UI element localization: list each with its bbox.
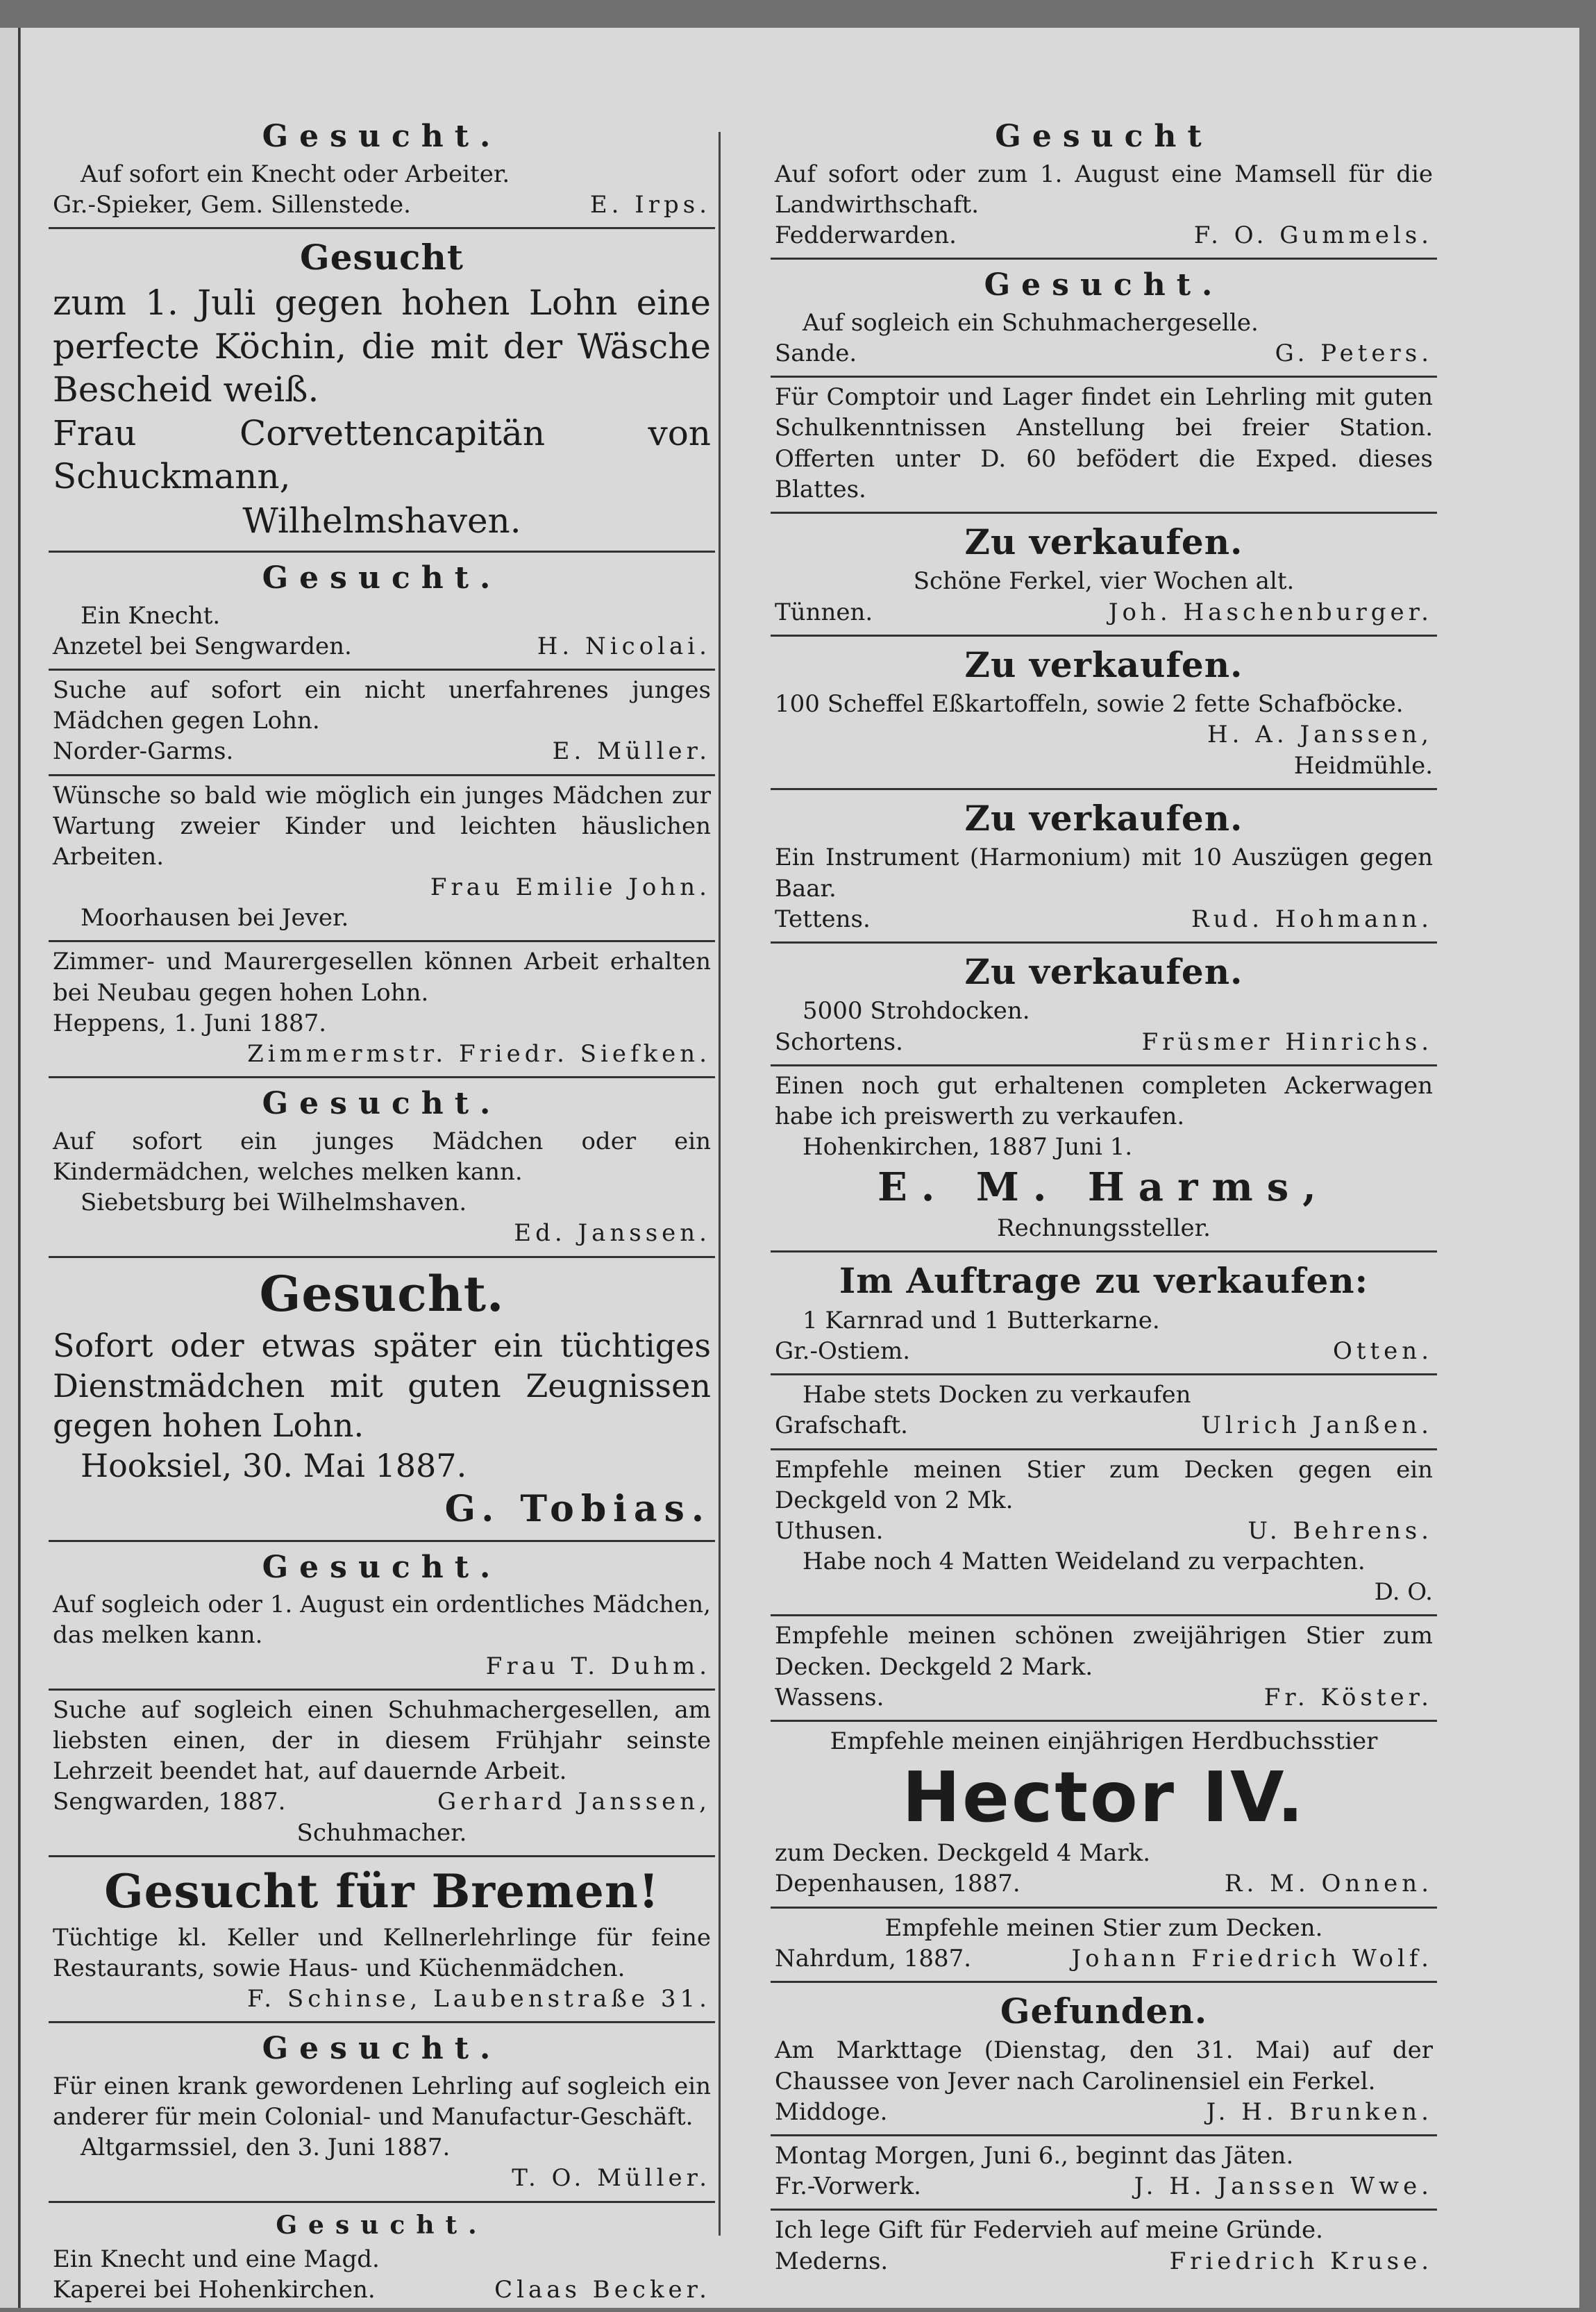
ad-text: Empfehle meinen einjährigen Herdbuchsstier — [830, 1727, 1378, 1756]
ad-verkaufen-kartoffeln — [771, 637, 1437, 790]
ad-lehrling-comptoir — [771, 378, 1437, 514]
ad-signature: U. Behrens. — [1248, 1516, 1433, 1545]
ad-signature: Frau Corvettencapitän von Schuckmann, — [53, 412, 711, 497]
ad-text: Am Markttage (Dienstag, den 31. Mai) auf der Chaussee von Jever nach Carolinensiel ein Ferkel. — [775, 2036, 1433, 2095]
ad-footer — [775, 220, 1433, 251]
ad-location: Sande. — [775, 339, 857, 367]
ad-text: Ein Knecht und eine Magd. — [53, 2245, 380, 2273]
ad-location: Fr.-Vorwerk. — [775, 2172, 921, 2201]
ad-verkaufen-ferkel — [771, 514, 1437, 637]
ad-location: Nahrdum, 1887. — [775, 1944, 972, 1972]
ad-text: Auf sogleich ein Schuhmachergeselle. — [803, 308, 1259, 337]
left-column — [49, 111, 715, 2312]
ad-signature: Friedrich Kruse. — [1169, 2247, 1433, 2275]
ad-text: Einen noch gut erhaltenen completen Ackerwagen habe ich preiswerth zu verkaufen. — [775, 1071, 1433, 1130]
ad-gesucht-gummels — [771, 111, 1437, 260]
ad-text: Suche auf sofort ein nicht unerfahrenes junges Mädchen gegen Lohn. — [53, 676, 711, 735]
ad-gesucht-tobias — [49, 1258, 715, 1542]
ad-footer — [775, 1682, 1433, 1713]
ad-location: Wassens. — [775, 1683, 884, 1711]
ad-footer — [775, 2097, 1433, 2127]
ad-date: Sengwarden, 1887. — [53, 1788, 286, 1816]
ad-text: Auf sofort ein Knecht oder Arbeiter. — [81, 160, 510, 188]
ad-location: Siebetsburg bei Wilhelmshaven. — [81, 1189, 467, 1217]
ad-footer — [775, 597, 1433, 628]
ad-signature: F. O. Gummels. — [1193, 221, 1433, 249]
ad-gesucht-bremen — [49, 1857, 715, 2023]
ad-footer — [775, 904, 1433, 935]
ad-heading: Gesucht. — [262, 119, 502, 154]
ad-text: Habe stets Docken zu verkaufen — [803, 1381, 1191, 1409]
right-column — [771, 111, 1437, 2284]
ad-text: Wünsche so bald wie möglich ein junges Mädchen zur Wartung zweier Kinder und leichten häuslichen Arbeiten. — [53, 781, 711, 871]
ad-signature: J. H. Brunken. — [1206, 2097, 1433, 2126]
column-divider — [719, 132, 721, 2236]
ad-text: Auf sogleich oder 1. August ein ordentliches Mädchen, das melken kann. — [53, 1591, 711, 1650]
ad-signature: Ulrich Janßen. — [1201, 1412, 1433, 1440]
ad-signature-secondary: D. O. — [1374, 1578, 1433, 1607]
ad-signature: R. M. Onnen. — [1224, 1870, 1433, 1898]
ad-signature: J. H. Janssen Wwe. — [1134, 2172, 1433, 2201]
ad-location: Grafschaft. — [775, 1412, 908, 1440]
ad-text: Empfehle meinen Stier zum Decken. — [884, 1913, 1323, 1942]
ad-text: Suche auf sogleich einen Schuhmachergesellen, am liebsten einen, der in diesem Frühjahr seinste Lehrzeit beendet hat, auf dauernde Arbeit. — [53, 1695, 711, 1786]
ad-text: Für einen krank gewordenen Lehrling auf sogleich ein anderer für mein Colonial- und Manufactur-Geschäft. — [53, 2072, 711, 2131]
ad-text: Montag Morgen, Juni 6., beginnt das Jäten. — [775, 2142, 1294, 2170]
ad-date: Heppens, 1. Juni 1887. — [53, 1009, 327, 1037]
ad-gesucht-to-mueller — [49, 2023, 715, 2202]
ad-footer — [775, 1027, 1433, 1057]
ad-signature: Gerhard Janssen, — [437, 1788, 711, 1816]
ad-footer — [775, 1943, 1433, 1974]
ad-signature: Frau T. Duhm. — [485, 1652, 711, 1680]
ad-text: Ich lege Gift für Federvieh auf meine Gründe. — [775, 2216, 1323, 2245]
ad-heading: Gesucht. — [262, 1549, 502, 1585]
ad-heading: Gesucht — [995, 119, 1213, 154]
ad-heading: Gesucht. — [259, 1264, 505, 1323]
ad-footer — [775, 2171, 1433, 2202]
ad-date: Hohenkirchen, 1887 Juni 1. — [803, 1133, 1133, 1162]
ad-text: Auf sofort oder zum 1. August eine Mamsell für die Landwirthschaft. — [775, 160, 1433, 219]
ad-gesucht-becker — [49, 2203, 715, 2312]
ad-signature: F. Schinse, Laubenstraße 31. — [247, 1984, 711, 2013]
ad-signature: Früsmer Hinrichs. — [1141, 1028, 1433, 1056]
ad-signature: G. Tobias. — [444, 1488, 711, 1531]
ad-location: Mederns. — [775, 2247, 889, 2275]
ad-wuensche-john — [49, 776, 715, 943]
ad-signature: Ed. Janssen. — [514, 1219, 711, 1248]
ad-verkaufen-strohdocken — [771, 944, 1437, 1066]
ad-footer — [53, 2275, 711, 2305]
ad-occupation: Rechnungssteller. — [997, 1214, 1211, 1243]
ad-heading: Gesucht. — [276, 2210, 488, 2240]
ad-location: Depenhausen, 1887. — [775, 1870, 1020, 1898]
ad-text: 5000 Strohdocken. — [803, 997, 1030, 1025]
ad-heading: Zu verkaufen. — [964, 797, 1243, 839]
ad-location: Heidmühle. — [1293, 751, 1433, 780]
ad-auftrage-otten — [771, 1253, 1437, 1375]
ad-heading: Gesucht. — [984, 267, 1224, 303]
ad-heading: Zu verkaufen. — [964, 950, 1243, 992]
ad-gesucht-irps — [49, 111, 715, 229]
ad-signature: Zimmermstr. Friedr. Siefken. — [247, 1040, 711, 1068]
ad-heading: Gesucht für Bremen! — [104, 1863, 660, 1918]
ad-heading: Gesucht. — [262, 560, 502, 596]
ad-text: Schöne Ferkel, vier Wochen alt. — [913, 567, 1295, 596]
ad-signature: E. M. Harms, — [877, 1164, 1330, 1211]
ad-signature: Claas Becker. — [494, 2276, 711, 2304]
ad-text: Auf sofort ein junges Mädchen oder ein Kindermädchen, welches melken kann. — [53, 1127, 711, 1186]
ad-heading: Hector IV. — [902, 1757, 1306, 1838]
ad-occupation: Schuhmacher. — [296, 1818, 467, 1847]
ad-text-secondary: Habe noch 4 Matten Weideland zu verpachten. — [803, 1548, 1366, 1576]
ad-stier-behrens — [771, 1450, 1437, 1617]
ad-footer — [775, 1410, 1433, 1441]
ad-footer — [775, 1868, 1433, 1899]
ad-text: Für Comptoir und Lager findet ein Lehrling mit guten Schulkenntnissen Anstellung bei freier Station. Offerten unter D. 60 befödert die Exped. dieses Blattes. — [775, 383, 1433, 503]
ad-footer — [53, 736, 711, 767]
ad-signature: H. A. Janssen, — [1207, 721, 1433, 749]
ad-footer — [775, 1516, 1433, 1546]
ad-gesucht-duhm — [49, 1542, 715, 1691]
ad-gefunden-brunken — [771, 1983, 1437, 2136]
newspaper-page — [21, 28, 1579, 2308]
ad-location: Moorhausen bei Jever. — [81, 904, 349, 932]
ad-location: Uthusen. — [775, 1516, 884, 1545]
ad-text: Sofort oder etwas später ein tüchtiges Dienstmädchen mit guten Zeugnissen gegen hohen Lohn. — [53, 1327, 711, 1445]
ad-suche-gerhard-janssen — [49, 1691, 715, 1857]
ad-date: Altgarmssiel, den 3. Juni 1887. — [81, 2134, 451, 2162]
ad-gift-kruse — [771, 2211, 1437, 2283]
ad-heading: Gesucht — [300, 236, 464, 278]
ad-location: Wilhelmshaven. — [242, 500, 521, 541]
ad-signature: Otten. — [1332, 1337, 1433, 1365]
ad-stier-wolf — [771, 1909, 1437, 1983]
ad-date: Hooksiel, 30. Mai 1887. — [81, 1446, 467, 1484]
ad-jaeten-janssen — [771, 2136, 1437, 2211]
ad-signature: T. O. Müller. — [512, 2164, 711, 2193]
ad-footer — [775, 338, 1433, 369]
ad-hector-onnen — [771, 1722, 1437, 1909]
ad-text: Empfehle meinen Stier zum Decken gegen ein Deckgeld von 2 Mk. — [775, 1455, 1433, 1514]
ad-text: Zimmer- und Maurergesellen können Arbeit erhalten bei Neubau gegen hohen Lohn. — [53, 948, 711, 1007]
ad-text: zum 1. Juli gegen hohen Lohn eine perfecte Köchin, die mit der Wäsche Bescheid weiß. — [53, 283, 711, 410]
ad-footer — [775, 1336, 1433, 1366]
ad-gesucht-nicolai — [49, 553, 715, 671]
ad-ackerwagen-harms — [771, 1066, 1437, 1253]
ad-heading: Gesucht. — [262, 1086, 502, 1122]
ad-signature: Frau Emilie John. — [430, 873, 711, 902]
ad-gesucht-peters — [771, 260, 1437, 378]
ad-text-secondary: zum Decken. Deckgeld 4 Mark. — [775, 1839, 1151, 1868]
ad-zimmer-siefken — [49, 942, 715, 1078]
ad-gesucht-janssen — [49, 1078, 715, 1257]
ad-signature: E. Irps. — [589, 190, 711, 219]
ad-location: Gr.-Spieker, Gem. Sillenstede. — [53, 190, 411, 219]
ad-location: Kaperei bei Hohenkirchen. — [53, 2276, 376, 2304]
ad-docken-janssen — [771, 1375, 1437, 1450]
ad-signature: G. Peters. — [1275, 339, 1433, 367]
ad-footer — [53, 190, 711, 220]
ad-location: Norder-Garms. — [53, 737, 234, 766]
ad-signature: Johann Friedrich Wolf. — [1071, 1944, 1433, 1972]
ad-heading: Im Auftrage zu verkaufen: — [839, 1260, 1369, 1302]
ad-gesucht-schuckmann — [49, 229, 715, 553]
ad-text: 1 Karnrad und 1 Butterkarne. — [803, 1306, 1160, 1334]
ad-location: Anzetel bei Sengwarden. — [53, 632, 352, 660]
previous-page-edge — [0, 28, 20, 2308]
ad-suche-mueller — [49, 671, 715, 776]
ad-heading: Zu verkaufen. — [964, 521, 1243, 562]
ad-heading: Gefunden. — [1000, 1990, 1208, 2032]
ad-heading: Gesucht. — [262, 2031, 502, 2067]
ad-location: Fedderwarden. — [775, 221, 957, 249]
ad-footer — [775, 2246, 1433, 2277]
ad-location: Middoge. — [775, 2097, 888, 2126]
ad-footer — [53, 1786, 711, 1817]
ad-verkaufen-harmonium — [771, 790, 1437, 944]
ad-location: Tünnen. — [775, 598, 873, 626]
ad-text: Ein Instrument (Harmonium) mit 10 Auszügen gegen Baar. — [775, 844, 1433, 903]
ad-signature: H. Nicolai. — [537, 632, 711, 660]
ad-heading: Zu verkaufen. — [964, 644, 1243, 685]
ad-signature: Fr. Köster. — [1263, 1683, 1433, 1711]
ad-footer — [53, 631, 711, 662]
ad-signature: E. Müller. — [552, 737, 711, 766]
ad-text: Tüchtige kl. Keller und Kellnerlehrlinge für feine Restaurants, sowie Haus- und Küchenmädchen. — [53, 1923, 711, 1982]
ad-text: Empfehle meinen schönen zweijährigen Stier zum Decken. Deckgeld 2 Mark. — [775, 1622, 1433, 1681]
ad-signature: Rud. Hohmann. — [1191, 905, 1433, 933]
ad-location: Tettens. — [775, 905, 871, 933]
ad-signature: Joh. Haschenburger. — [1108, 598, 1433, 626]
ad-location: Schortens. — [775, 1028, 903, 1056]
ad-text: Ein Knecht. — [81, 601, 221, 630]
ad-text: 100 Scheffel Eßkartoffeln, sowie 2 fette Schafböcke. — [775, 690, 1404, 719]
ad-location: Gr.-Ostiem. — [775, 1337, 911, 1365]
ad-stier-koester — [771, 1616, 1437, 1722]
